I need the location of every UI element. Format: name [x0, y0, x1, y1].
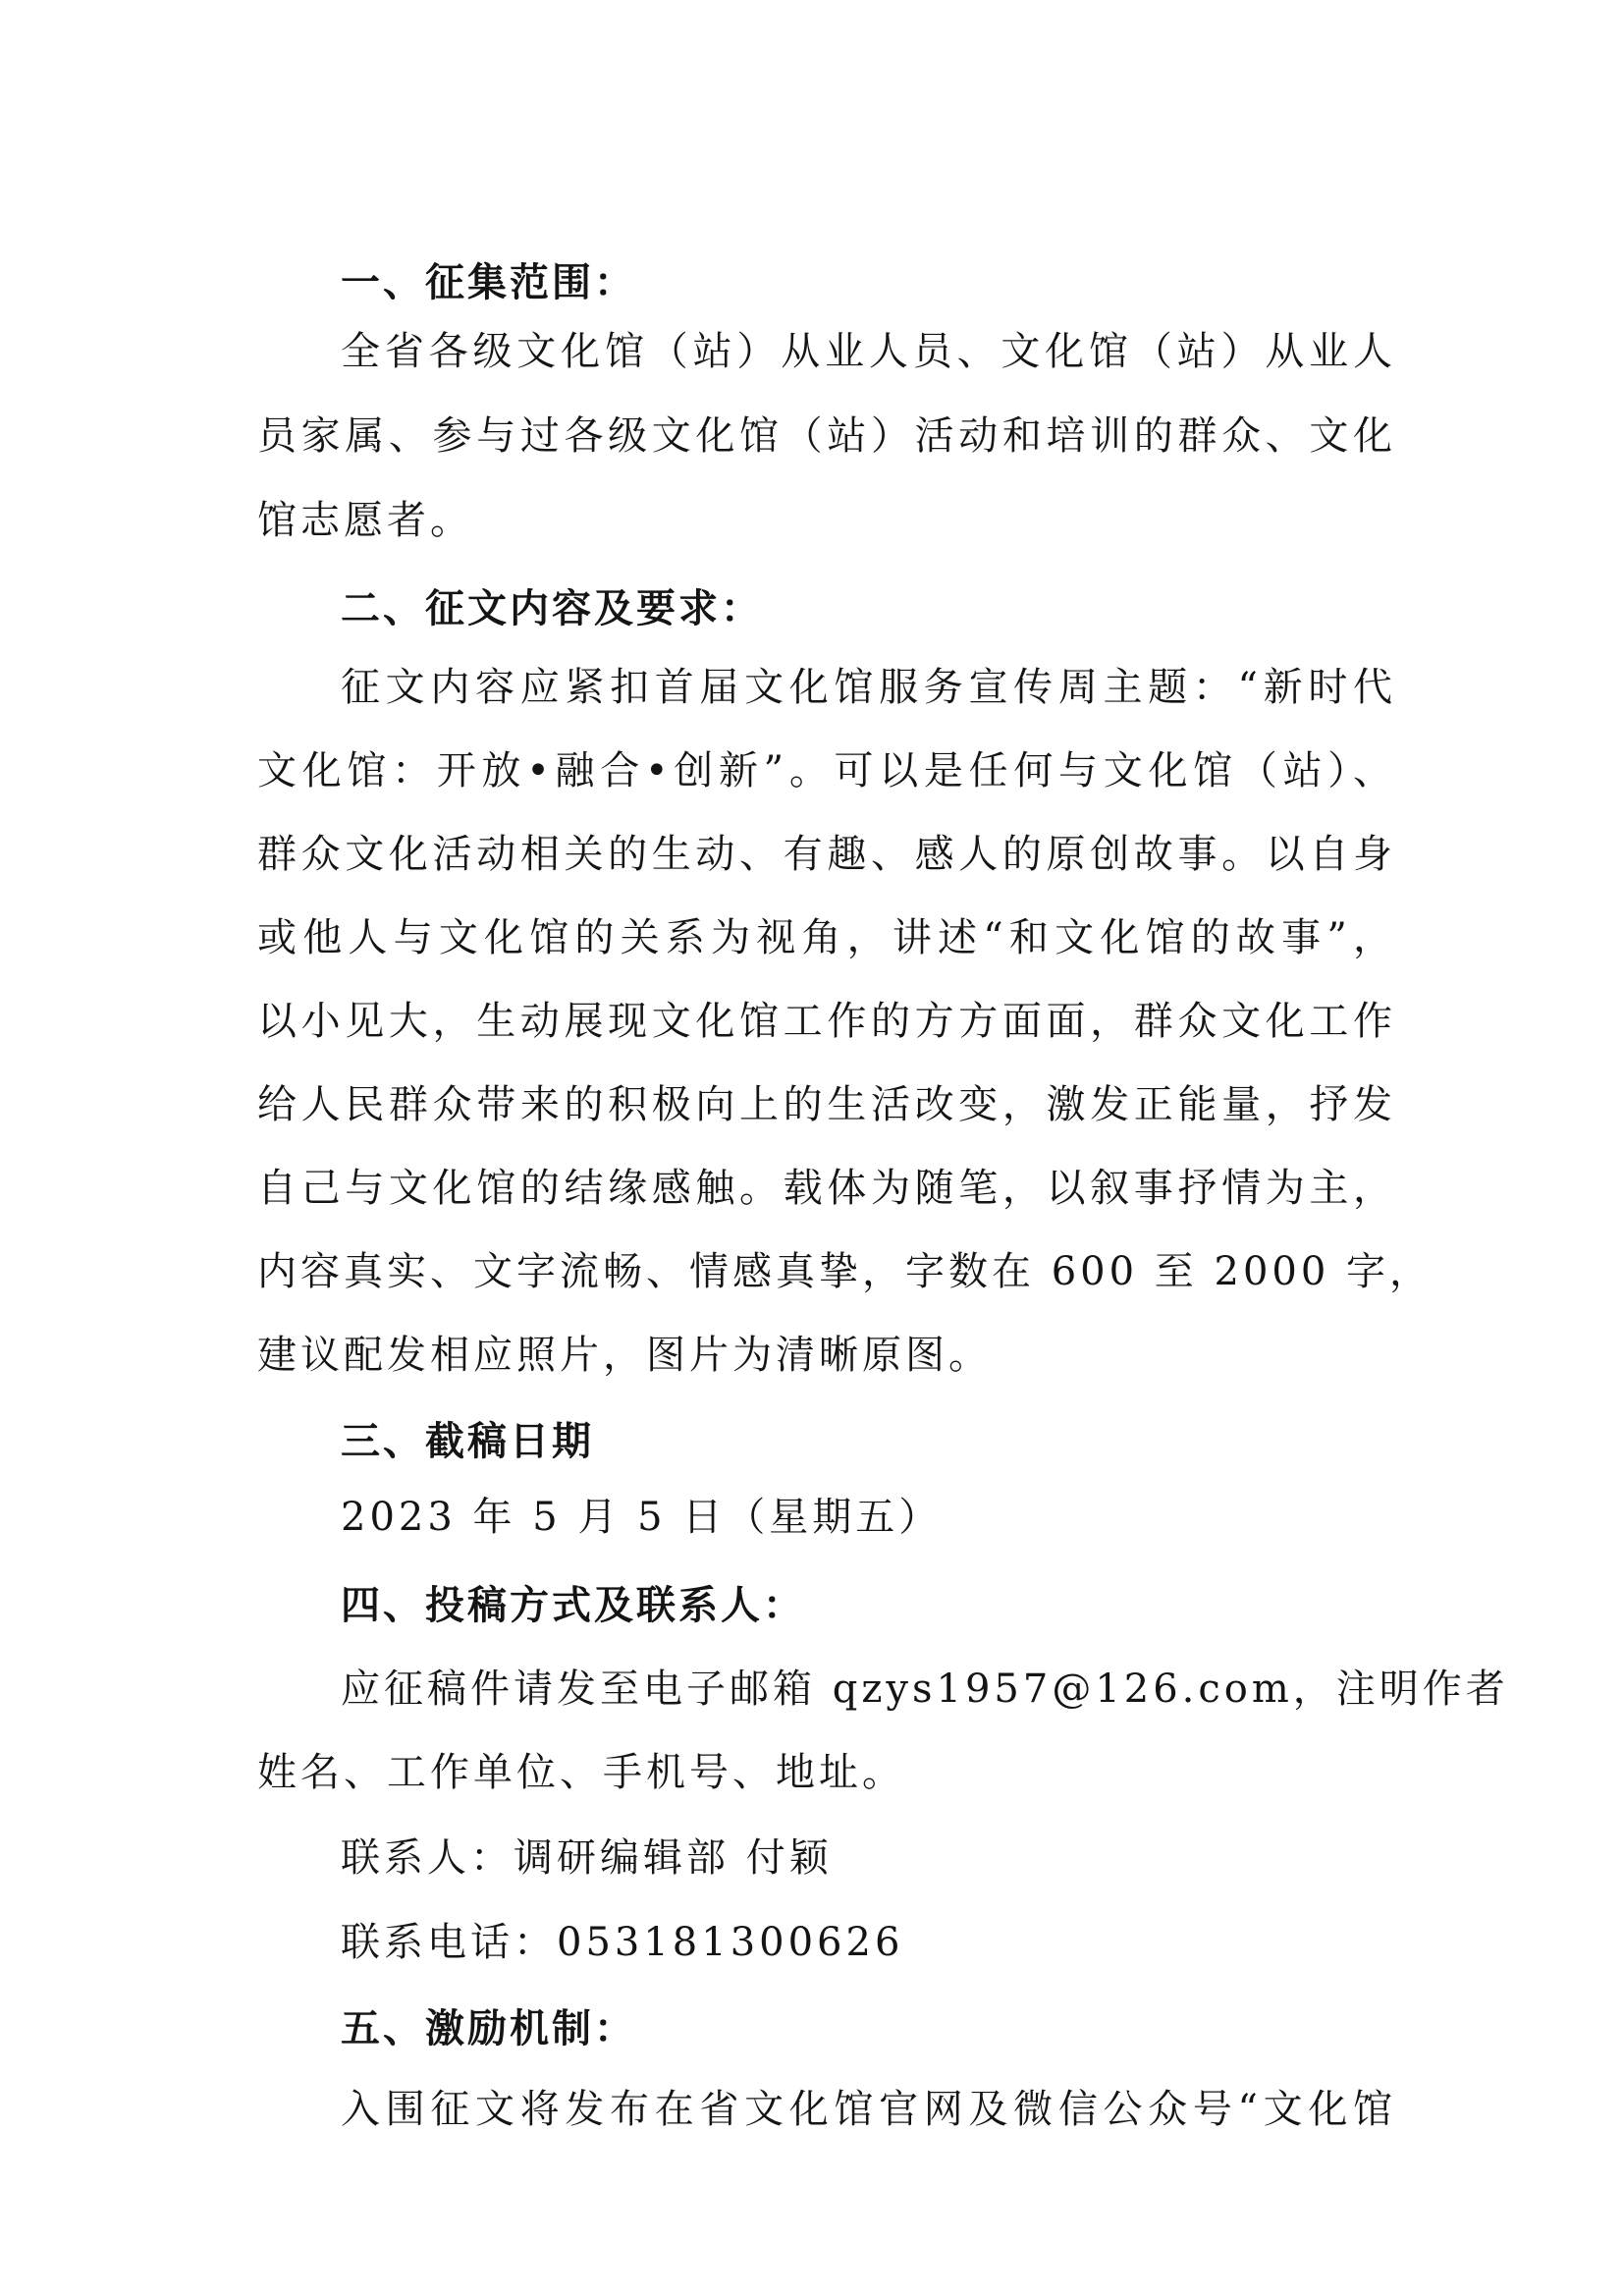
paragraph-line: 或他人与文化馆的关系为视角，讲述“和文化馆的故事”， [257, 915, 1396, 960]
paragraph-line: 内容真实、文字流畅、情感真挚，字数在 600 至 2000 字， [257, 1249, 1434, 1294]
paragraph-line: 征文内容应紧扣首届文化馆服务宣传周主题：“新时代 [341, 665, 1396, 710]
paragraph-line: 建议配发相应照片，图片为清晰原图。 [257, 1333, 992, 1378]
section-heading: 五、激励机制： [341, 2006, 636, 2051]
paragraph-line: 给人民群众带来的积极向上的生活改变，激发正能量，抒发 [257, 1082, 1396, 1127]
section-heading: 三、截稿日期 [341, 1419, 594, 1464]
paragraph-line: 2023 年 5 月 5 日（星期五） [341, 1495, 943, 1540]
section-heading: 四、投稿方式及联系人： [341, 1583, 805, 1628]
contact-phone: 联系电话：053181300626 [341, 1920, 904, 1965]
paragraph-line: 员家属、参与过各级文化馆（站）活动和培训的群众、文化 [257, 413, 1396, 459]
section-heading: 二、征文内容及要求： [341, 586, 763, 631]
paragraph-line: 以小见大，生动展现文化馆工作的方方面面，群众文化工作 [257, 999, 1396, 1044]
contact-person: 联系人：调研编辑部 付颖 [341, 1835, 833, 1881]
paragraph-line: 群众文化活动相关的生动、有趣、感人的原创故事。以自身 [257, 832, 1396, 877]
paragraph-line: 馆志愿者。 [257, 498, 473, 543]
section-heading: 一、征集范围： [341, 260, 636, 305]
paragraph-line: 全省各级文化馆（站）从业人员、文化馆（站）从业人 [341, 329, 1396, 374]
paragraph-line: 自己与文化馆的结缘感触。载体为随笔，以叙事抒情为主， [257, 1166, 1396, 1211]
paragraph-line: 文化馆：开放•融合•创新”。可以是任何与文化馆（站）、 [257, 748, 1396, 793]
paragraph-line: 姓名、工作单位、手机号、地址。 [257, 1750, 905, 1795]
paragraph-line: 应征稿件请发至电子邮箱 qzys1957@126.com，注明作者 [341, 1667, 1509, 1712]
paragraph-line: 入围征文将发布在省文化馆官网及微信公众号“文化馆 [341, 2087, 1396, 2132]
